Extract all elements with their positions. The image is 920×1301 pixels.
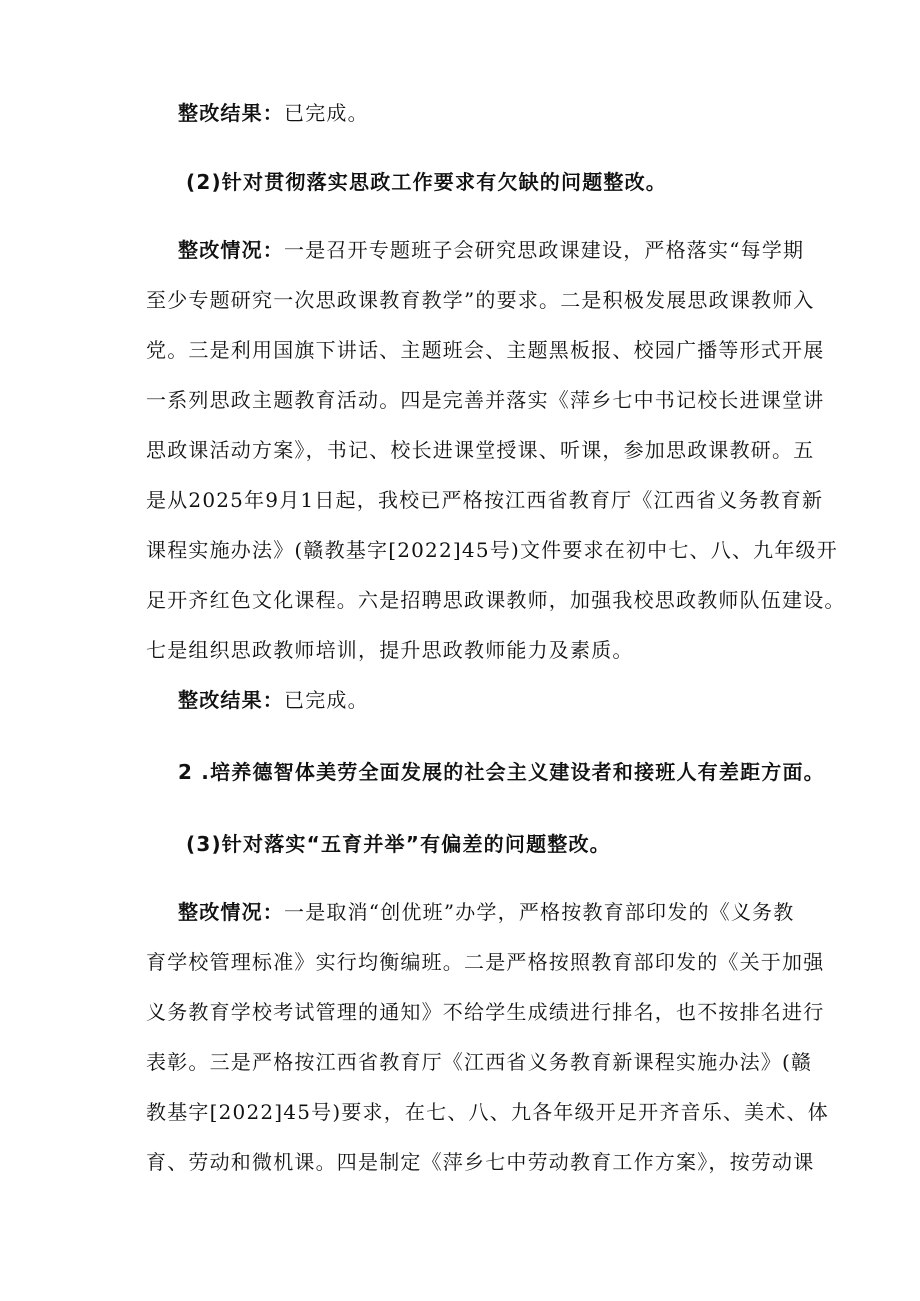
- situation-paragraph-3-line-3: 义务教育学校考试管理的通知》不给学生成绩进行排名，也不按排名进行: [146, 1000, 825, 1024]
- situation-paragraph-2-line-6: 是从2025年9月1日起，我校已严格按江西省教育厅《江西省义务教育新: [146, 488, 824, 512]
- situation-text: 一是召开专题班子会研究思政课建设，严格落实“每学期: [284, 238, 805, 262]
- situation-paragraph-3-line-4: 表彰。三是严格按江西省教育厅《江西省义务教育新课程实施办法》(赣: [146, 1050, 813, 1074]
- situation-paragraph-2-line-7: 课程实施办法》(赣教基字[2022]45号)文件要求在初中七、八、九年级开: [146, 538, 838, 562]
- situation-paragraph-2-line-3: 党。三是利用国旗下讲话、主题班会、主题黑板报、校园广播等形式开展: [146, 338, 825, 362]
- situation-paragraph-2-line-2: 至少专题研究一次思政课教育教学”的要求。二是积极发展思政课教师入: [146, 288, 815, 312]
- situation-paragraph-2-line-8: 足开齐红色文化课程。六是招聘思政课教师，加强我校思政教师队伍建设。: [146, 588, 846, 612]
- situation-paragraph-2-line-1: [178, 236, 804, 264]
- result-paragraph-1: [178, 99, 369, 127]
- situation-paragraph-2-line-5: 思政课活动方案》，书记、校长进课堂授课、听课，参加思政课教研。五: [146, 438, 815, 462]
- subheading-2: (2)针对贯彻落实思政工作要求有欠缺的问题整改。: [186, 170, 667, 194]
- result-paragraph-2: [178, 686, 369, 714]
- situation-text: 一是取消“创优班”办学，严格按教育部印发的《义务教: [284, 900, 795, 924]
- section-heading-2: 2 .培养德智体美劳全面发展的社会主义建设者和接班人有差距方面。: [178, 760, 825, 784]
- situation-paragraph-3-line-1: [178, 898, 794, 926]
- subheading-3: (3)针对落实“五育并举”有偏差的问题整改。: [186, 832, 611, 856]
- situation-label: 整改情况：: [178, 238, 284, 262]
- result-label: 整改结果：: [178, 688, 284, 712]
- result-label: 整改结果：: [178, 101, 284, 125]
- situation-paragraph-3-line-6: 育、劳动和微机课。四是制定《萍乡七中劳动教育工作方案》，按劳动课: [146, 1150, 815, 1174]
- result-text: 已完成。: [284, 101, 369, 125]
- situation-label: 整改情况：: [178, 900, 284, 924]
- situation-paragraph-3-line-5: 教基字[2022]45号)要求，在七、八、九各年级开足开齐音乐、美术、体: [146, 1100, 829, 1124]
- result-text: 已完成。: [284, 688, 369, 712]
- situation-paragraph-3-line-2: 育学校管理标准》实行均衡编班。二是严格按照教育部印发的《关于加强: [146, 950, 825, 974]
- situation-paragraph-2-line-4: 一系列思政主题教育活动。四是完善并落实《萍乡七中书记校长进课堂讲: [146, 388, 825, 412]
- situation-paragraph-2-line-9: 七是组织思政教师培训，提升思政教师能力及素质。: [146, 638, 634, 662]
